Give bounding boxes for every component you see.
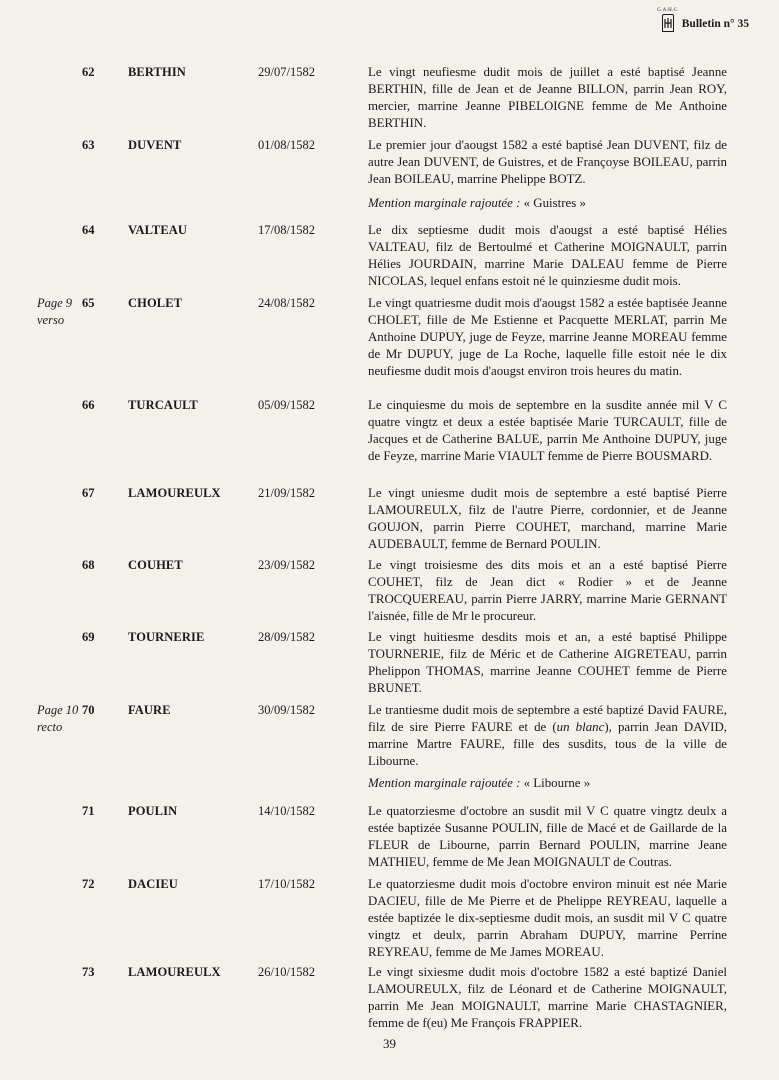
gahc-logo	[657, 8, 679, 32]
entry-surname: POULIN	[128, 804, 178, 818]
logo-emblem-icon	[662, 14, 674, 32]
entry-surname: FAURE	[128, 703, 171, 717]
entry-surname: DACIEU	[128, 877, 178, 891]
entry-text: Le premier jour d'aougst 1582 a esté baptisé Jean DUVENT, filz de autre Jean DUVENT, de Guistres, et de Françoyse BOILEAU, parrin Jean BOILEAU, marrine Phelippe BOTZ.	[368, 138, 727, 186]
entry-number: 72	[82, 877, 95, 891]
entry-surname: DUVENT	[128, 138, 182, 152]
entry-date: 14/10/1582	[258, 804, 315, 818]
entry-date: 21/09/1582	[258, 486, 315, 500]
entry-number: 68	[82, 558, 95, 572]
entry-date: 26/10/1582	[258, 965, 315, 979]
entry-text: Le quatorziesme d'octobre an susdit mil V C quatre vingtz deulx a estée baptizée Susanne POULIN, fille de Macé et de Gaillarde de la FLEUR de Libourne, parrin Bernard POULIN, marrine Jeane MATHIEU, femme de Me Jean MOIGNAULT de Coutras.	[368, 804, 727, 869]
entry-surname: CHOLET	[128, 296, 183, 310]
entry-date: 23/09/1582	[258, 558, 315, 572]
entry-number: 62	[82, 65, 95, 79]
entry-text: Le cinquiesme du mois de septembre en la susdite année mil V C quatre vingtz et deux a estée baptisée Marie TURCAULT, fille de Jacques et de Catherine BALUE, parrin Me Anthoine DUPUY, juge de Feyze, marrine Marie VIAULT femme de Pierre BOUSMARD.	[368, 398, 727, 463]
page-header	[657, 8, 749, 32]
entry-surname: LAMOUREULX	[128, 486, 221, 500]
entry-surname: VALTEAU	[128, 223, 188, 237]
entry-surname: COUHET	[128, 558, 183, 572]
entry-surname: TURCAULT	[128, 398, 198, 412]
marginal-note	[368, 775, 727, 792]
bulletin-title: Bulletin n° 35	[681, 18, 749, 30]
marginal-note-value: « Libourne »	[520, 776, 591, 790]
marginal-note-value: « Guistres »	[520, 196, 586, 210]
entry-number: 73	[82, 965, 95, 979]
page-reference: Page 10 recto	[37, 703, 79, 734]
entry-date: 01/08/1582	[258, 138, 315, 152]
entry-number: 63	[82, 138, 95, 152]
editorial-insertion: un blanc	[556, 720, 605, 734]
entry-text: Le vingt sixiesme dudit mois d'octobre 1582 a esté baptizé Daniel LAMOUREULX, filz de Léonard et de Catherine MOIGNAULT, parrin Me Jean MOIGNAULT, marrine Marie CHASTAGNIER, femme de f(eu) Me François FRAPPIER.	[368, 965, 727, 1030]
entry-number: 65	[82, 296, 95, 310]
entry-date: 17/10/1582	[258, 877, 315, 891]
entry-text: Le vingt neufiesme dudit mois de juillet a esté baptisé Jeanne BERTHIN, fille de Jean et de Jeanne BILLON, parrin Jean ROY, mercier, marrine Jeanne PIBELOIGNE femme de Me Anthoine BERTHIN.	[368, 65, 727, 130]
page-reference: Page 9 verso	[37, 296, 73, 327]
entry-date: 17/08/1582	[258, 223, 315, 237]
entry-date: 30/09/1582	[258, 703, 315, 717]
entry-number: 67	[82, 486, 95, 500]
entry-number: 71	[82, 804, 95, 818]
page-number: 39	[383, 1036, 396, 1051]
entry-text: Le trantiesme dudit mois de septembre a esté baptizé David FAURE, filz de sire Pierre FAURE et de (un blanc), parrin Jean DAVID, marrine Martre FAURE, fille des susdits, tous de la ville de Libourne.	[368, 703, 727, 768]
entry-surname: LAMOUREULX	[128, 965, 221, 979]
entry-number: 66	[82, 398, 95, 412]
entry-date: 24/08/1582	[258, 296, 315, 310]
entry-text: Le dix septiesme dudit mois d'aougst a esté baptisé Hélies VALTEAU, filz de Bertoulmé et Catherine MOIGNAULT, parrin Hélies JOURDAIN, marrine Marie DALEAU femme de Pierre NICOLAS, lequel enfans estoit né le quinziesme dudit mois.	[368, 223, 727, 288]
entry-text: Le quatorziesme dudit mois d'octobre environ minuit est née Marie DACIEU, fille de Me Pierre et de Phelippe REYREAU, laquelle a estée baptizée le dix-septiesme dudit mois, an susdit mil V C quatre vingtz et deulx, parrin Abraham DUPUY, marrine Perrine REYREAU, femme de Me James MOREAU.	[368, 877, 727, 959]
entry-date: 05/09/1582	[258, 398, 315, 412]
entry-surname: BERTHIN	[128, 65, 186, 79]
entry-text: Le vingt troisiesme des dits mois et an a esté baptisé Pierre COUHET, filz de Jean dict « Rodier » et de Jeanne TROCQUEREAU, parrin Pierre JARRY, marrine Marie GERNANT l'aisnée, fille de Mr le procureur.	[368, 558, 727, 623]
logo-caption: G.A.H.C.	[657, 8, 679, 13]
entry-text: Le vingt uniesme dudit mois de septembre a esté baptisé Pierre LAMOUREULX, filz de l'autre Pierre, cordonnier, et de Jeanne GOUJON, parrin Pierre COUHET, marchand, marrine Marie AUDEBAULT, femme de Bernard POULIN.	[368, 486, 727, 551]
marginal-note-label: Mention marginale rajoutée :	[368, 776, 521, 790]
entry-text: Le vingt quatriesme dudit mois d'aougst 1582 a estée baptisée Jeanne CHOLET, fille de Me Estienne et Pacquette MERLAT, parrin Me Anthoine DUPUY, juge de Feyze, marrine Jeanne MOREAU femme de Mr DUPUY, juge de La Roche, laquelle fille estoit née le dix neufiesme dudit mois d'aougst environ trois heures du matin.	[368, 296, 727, 378]
marginal-note-label: Mention marginale rajoutée :	[368, 196, 521, 210]
marginal-note	[368, 195, 727, 212]
entry-date: 29/07/1582	[258, 65, 315, 79]
entry-text: Le vingt huitiesme desdits mois et an, a esté baptisé Philippe TOURNERIE, filz de Méric et de Catherine AIGRETEAU, parrin Phelippon THOMAS, marrine Jeanne COUHET femme de Pierre BRUNET.	[368, 630, 727, 695]
entry-number: 64	[82, 223, 95, 237]
entry-date: 28/09/1582	[258, 630, 315, 644]
entry-surname: TOURNERIE	[128, 630, 205, 644]
entry-number: 70	[82, 703, 95, 717]
entry-number: 69	[82, 630, 95, 644]
